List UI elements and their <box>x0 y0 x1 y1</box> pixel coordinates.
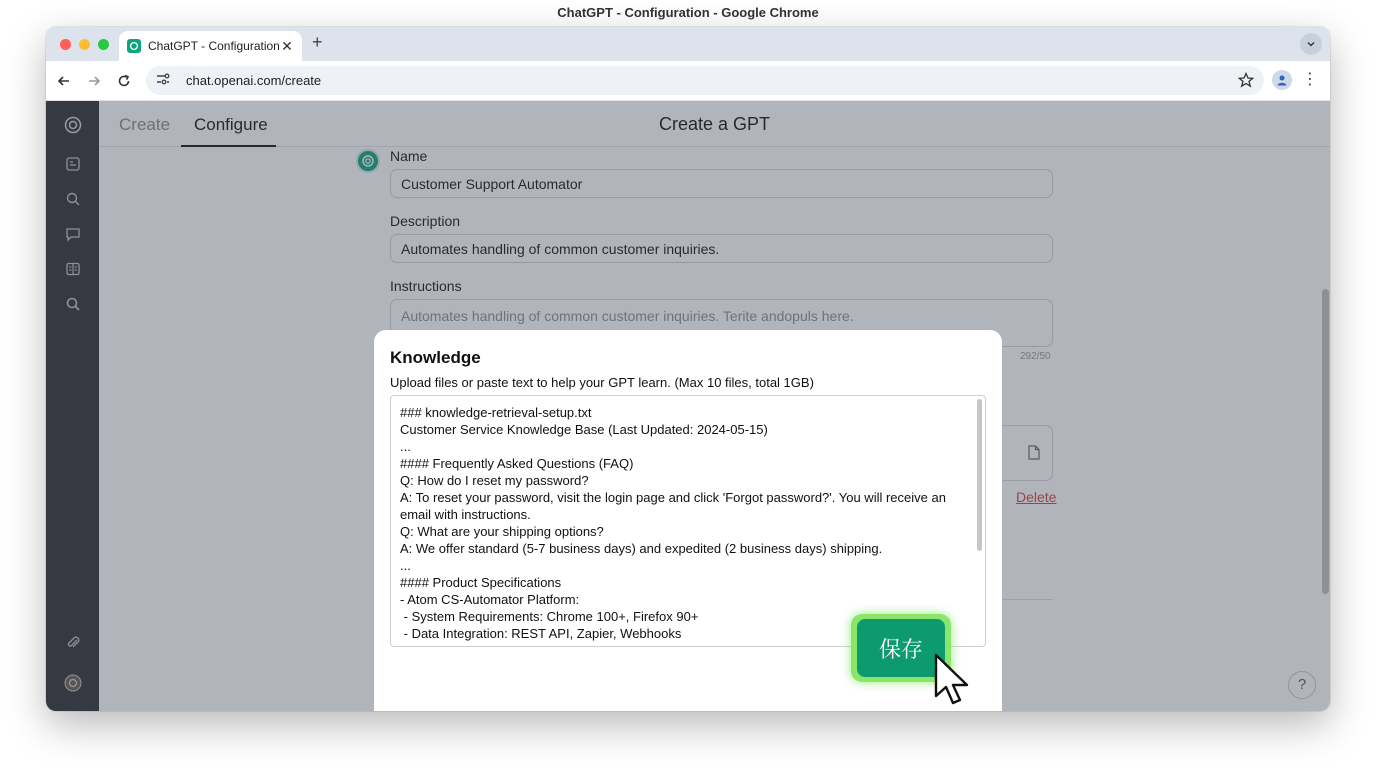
knowledge-text-line: Q: What are your shipping options? <box>400 524 604 539</box>
close-window-button[interactable] <box>60 39 71 50</box>
window-controls <box>60 39 109 50</box>
address-bar[interactable] <box>146 66 1264 95</box>
tab-configure[interactable]: Configure <box>194 115 268 134</box>
knowledge-scrollbar-thumb[interactable] <box>977 399 982 551</box>
bookmark-star-icon[interactable] <box>1238 72 1254 91</box>
new-tab-icon[interactable]: + <box>312 32 323 52</box>
browser-window <box>46 27 1330 711</box>
forward-arrow-icon[interactable] <box>82 69 106 93</box>
modal-title: Knowledge <box>390 348 481 367</box>
knowledge-text-line: - Data Integration: REST API, Zapier, Webhooks <box>400 626 682 641</box>
reload-icon[interactable] <box>112 69 136 93</box>
instructions-label: Instructions <box>390 278 462 294</box>
knowledge-text-line: #### Product Specifications <box>400 575 562 590</box>
knowledge-text-line: #### Frequently Asked Questions (FAQ) <box>400 456 634 471</box>
browser-toolbar <box>46 61 1330 101</box>
knowledge-text-line: Q: How do I reset my password? <box>400 473 589 488</box>
knowledge-text-line: A: To reset your password, visit the login page and click 'Forgot password?'. You will receive an email with instructions. <box>400 490 950 522</box>
tab-title: ChatGPT - Configuration <box>148 39 280 53</box>
tab-strip <box>46 27 1330 61</box>
chatgpt-favicon-icon <box>127 39 141 53</box>
knowledge-text-content <box>400 404 963 642</box>
instructions-char-counter: 292/50 <box>1020 351 1051 362</box>
modal-subtitle: Upload files or paste text to help your GPT learn. (Max 10 files, total 1GB) <box>390 375 814 390</box>
knowledge-text-line: ### knowledge-retrieval-setup.txt <box>400 405 592 420</box>
save-button[interactable]: 保存 <box>857 619 945 677</box>
browser-menu-icon[interactable]: ⋮ <box>1302 71 1318 88</box>
help-button[interactable]: ? <box>1288 671 1316 699</box>
instructions-textarea[interactable]: Automates handling of common customer inquiries. Terite andopuls here. <box>390 299 1053 347</box>
back-arrow-icon[interactable] <box>52 69 76 93</box>
knowledge-text-line: ... <box>400 558 411 573</box>
browser-tab-active[interactable] <box>119 31 302 61</box>
maximize-window-button[interactable] <box>98 39 109 50</box>
description-input[interactable]: Automates handling of common customer inquiries. <box>390 234 1053 263</box>
name-label: Name <box>390 148 428 164</box>
name-input[interactable]: Customer Support Automator <box>390 169 1053 198</box>
delete-file-link[interactable]: Delete <box>1016 489 1057 505</box>
url-text: chat.openai.com/create <box>186 73 322 88</box>
description-label: Description <box>390 213 461 229</box>
tab-create[interactable]: Create <box>119 115 171 134</box>
os-window-title: ChatGPT - Configuration - Google Chrome <box>557 5 819 20</box>
tab-search-icon[interactable] <box>1300 33 1322 55</box>
profile-avatar-icon[interactable] <box>1272 70 1292 90</box>
knowledge-text-line: A: We offer standard (5-7 business days) and expedited (2 business days) shipping. <box>400 541 883 556</box>
page-content <box>46 101 1330 711</box>
knowledge-text-line: - Atom CS-Automator Platform: <box>400 592 580 607</box>
mouse-cursor-icon <box>933 652 973 708</box>
knowledge-text-line: Customer Service Knowledge Base (Last Updated: 2024-05-15) <box>400 422 768 437</box>
knowledge-text-area[interactable] <box>390 395 986 647</box>
tab-close-icon[interactable]: ✕ <box>281 37 293 54</box>
page-title: Create a GPT <box>658 114 771 134</box>
site-settings-icon[interactable] <box>156 73 172 88</box>
knowledge-text-line: ... <box>400 439 411 454</box>
knowledge-text-line: - System Requirements: Chrome 100+, Firefox 90+ <box>400 609 699 624</box>
minimize-window-button[interactable] <box>79 39 90 50</box>
